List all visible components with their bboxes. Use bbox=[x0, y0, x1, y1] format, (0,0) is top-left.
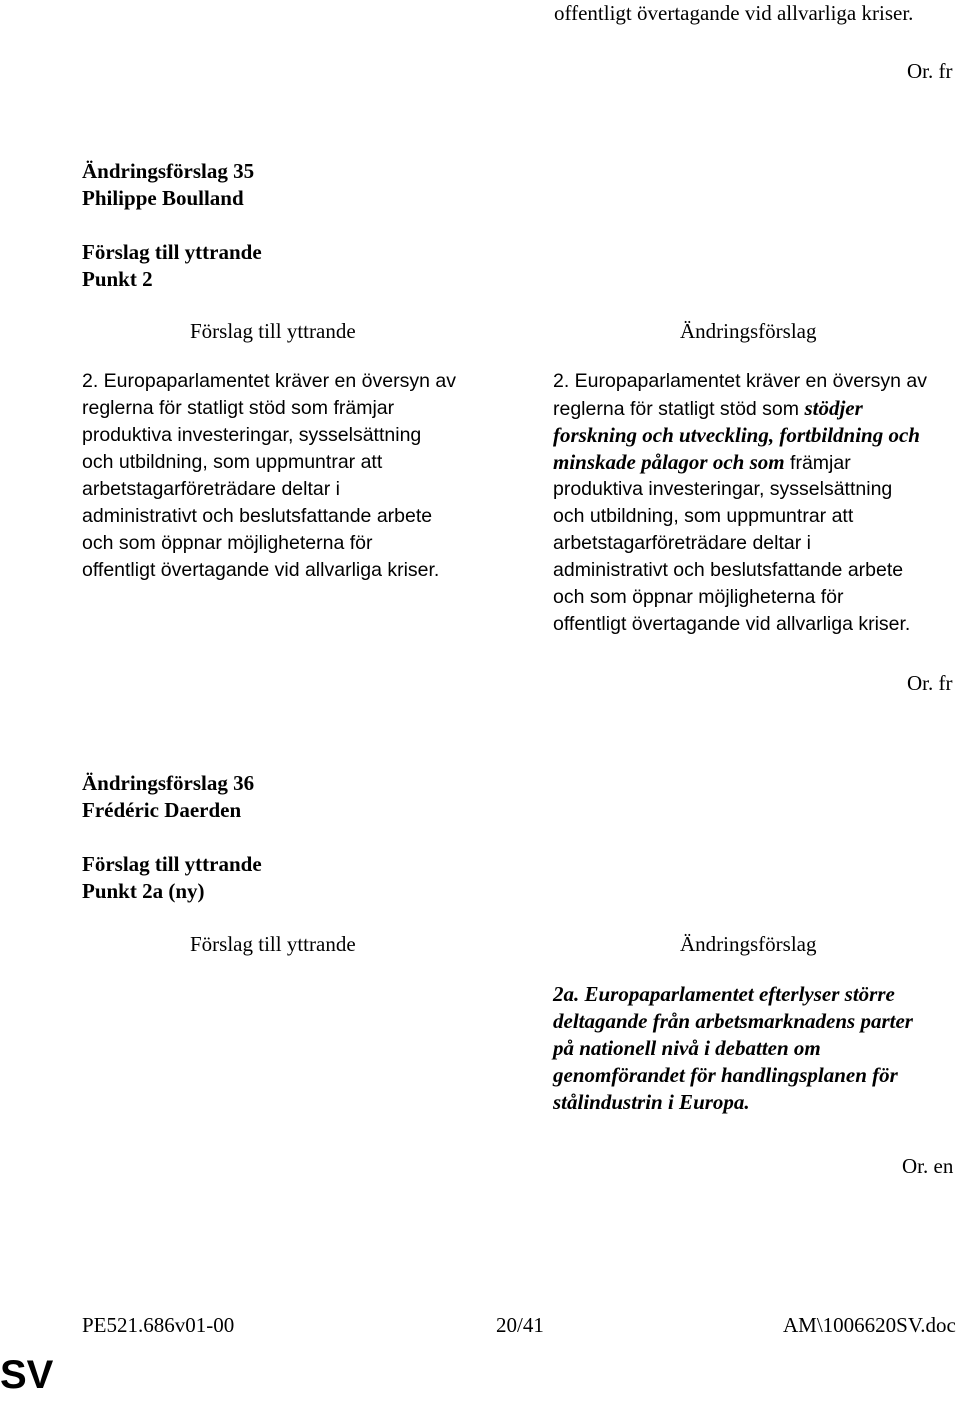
amendment-section: Förslag till yttrande bbox=[82, 240, 262, 264]
footer-page-number: 20/41 bbox=[496, 1313, 544, 1337]
text-emphasis: minskade pålagor och som bbox=[553, 450, 785, 474]
text-line: 2. Europaparlamentet kräver en översyn av bbox=[82, 370, 456, 392]
amendment-point: Punkt 2a (ny) bbox=[82, 879, 205, 903]
amendment-point: Punkt 2 bbox=[82, 267, 153, 291]
right-column-header: Ändringsförslag bbox=[680, 319, 817, 343]
text-line: produktiva investeringar, sysselsättning bbox=[82, 424, 422, 446]
left-column-text bbox=[82, 368, 456, 584]
footer-reference: PE521.686v01-00 bbox=[82, 1313, 235, 1337]
amendment-title: Ändringsförslag 36 bbox=[82, 771, 255, 795]
right-column-text bbox=[553, 368, 927, 638]
text-line: 2a. Europaparlamentet efterlyser större bbox=[553, 982, 895, 1006]
origin-language: Or. fr bbox=[907, 59, 953, 83]
text-line: offentligt övertagande vid allvarliga kriser. bbox=[553, 613, 911, 635]
amendment-section: Förslag till yttrande bbox=[82, 852, 262, 876]
text-plain: främjar bbox=[784, 452, 851, 474]
origin-language: Or. fr bbox=[907, 671, 953, 695]
text-line: deltagande från arbetsmarknadens parter bbox=[553, 1009, 913, 1033]
left-column-header: Förslag till yttrande bbox=[190, 319, 356, 343]
footer-document-name: AM\1006620SV.doc bbox=[783, 1313, 956, 1337]
text-line: och som öppnar möjligheterna för bbox=[553, 586, 844, 608]
text-line bbox=[553, 449, 927, 476]
text-emphasis: forskning och utveckling, fortbildning och bbox=[553, 423, 920, 447]
language-code: SV bbox=[0, 1353, 54, 1397]
carryover-line: offentligt övertagande vid allvarliga kriser. bbox=[554, 1, 914, 25]
text-line: administrativt och beslutsfattande arbete bbox=[553, 559, 904, 581]
amendment-author: Frédéric Daerden bbox=[82, 798, 242, 822]
text-line: offentligt övertagande vid allvarliga kriser. bbox=[82, 559, 440, 581]
text-line: administrativt och beslutsfattande arbete bbox=[82, 505, 433, 527]
text-line: och utbildning, som uppmuntrar att bbox=[553, 505, 854, 527]
text-line: produktiva investeringar, sysselsättning bbox=[553, 478, 893, 500]
text-line: på nationell nivå i debatten om bbox=[553, 1036, 821, 1060]
text-line: arbetstagarföreträdare deltar i bbox=[82, 478, 340, 500]
amendment-title: Ändringsförslag 35 bbox=[82, 159, 255, 183]
text-line: reglerna för statligt stöd som främjar bbox=[82, 397, 395, 419]
left-column-header: Förslag till yttrande bbox=[190, 932, 356, 956]
text-plain: reglerna för statligt stöd som bbox=[553, 398, 805, 420]
text-line: och som öppnar möjligheterna för bbox=[82, 532, 373, 554]
right-column-header: Ändringsförslag bbox=[680, 932, 817, 956]
right-column-text bbox=[553, 981, 913, 1116]
text-line: arbetstagarföreträdare deltar i bbox=[553, 532, 811, 554]
text-line: och utbildning, som uppmuntrar att bbox=[82, 451, 383, 473]
text-emphasis: stödjer bbox=[804, 396, 863, 420]
origin-language: Or. en bbox=[902, 1154, 954, 1178]
text-line: 2. Europaparlamentet kräver en översyn av bbox=[553, 370, 927, 392]
text-line: stålindustrin i Europa. bbox=[553, 1090, 750, 1114]
text-line: genomförandet för handlingsplanen för bbox=[553, 1063, 898, 1087]
text-line bbox=[553, 395, 927, 422]
amendment-author: Philippe Boulland bbox=[82, 186, 244, 210]
